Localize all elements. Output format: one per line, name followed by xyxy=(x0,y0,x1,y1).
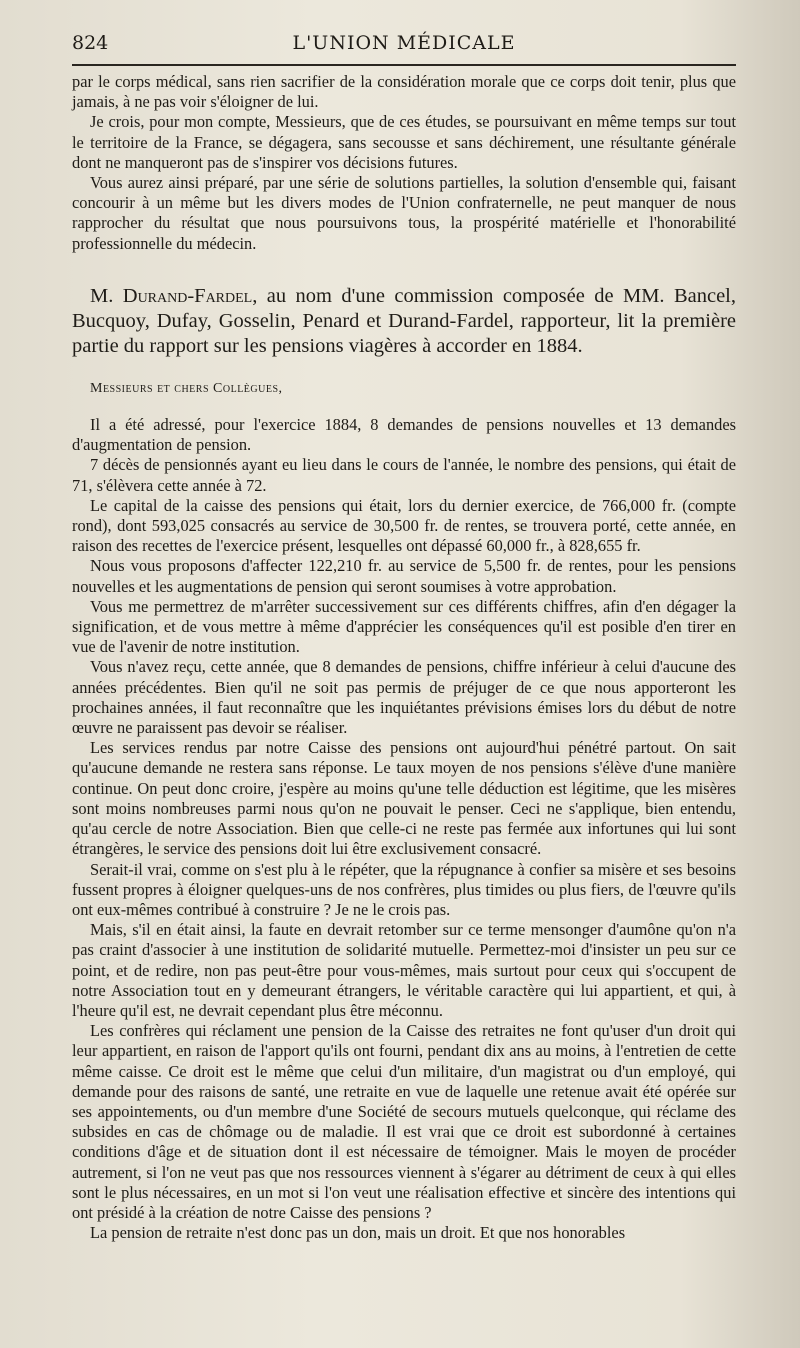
intro-paragraph: Je crois, pour mon compte, Messieurs, que de ces études, se poursuivant en même temps sur tout le territoire de la France, se dégagera, sans secousse et sans déchirement, une résultante générale dont ne manqueront pas de s'inspirer vos décisions futures. xyxy=(72,112,736,172)
body-paragraph: Les confrères qui réclament une pension de la Caisse des retraites ne font qu'user d'un droit qui leur appartient, en raison de l'apport qu'ils ont fourni, pendant dix ans au moins, à l'entretien de cette même caisse. Ce droit est le même que celui d'un militaire, d'un magistrat ou d'un employé, qui demande pour des raisons de santé, une retraite en vue de laquelle une retenue avait été opérée sur ses appointements, ou d'un membre d'une Société de secours mutuels quelconque, qui réclame des subsides en cas de chômage ou de maladie. Il est vrai que ce droit est subordonné à certaines conditions d'âge et de situation dont il est nécessaire de témoigner. Mais le moyen de procéder autrement, si l'on ne veut pas que nos ressources viennent à s'égarer au détriment de ceux à qui elles sont le plus nécessaires, en un mot si l'on veut une réalisation effective et sincère des intentions qui ont présidé à la création de notre Caisse des pensions ? xyxy=(72,1021,736,1222)
report-author: M. Durand-Fardel, xyxy=(90,284,258,307)
header-rule xyxy=(72,64,736,66)
report-heading xyxy=(72,284,736,359)
salutation: Messieurs et chers Collègues, xyxy=(90,380,283,396)
body-paragraph: Les services rendus par notre Caisse des pensions ont aujourd'hui pénétré partout. On sait qu'aucune demande ne restera sans réponse. Le taux moyen de nos pensions s'élève d'une manière continue. On peut donc croire, j'espère au moins qu'une telle déduction est légitime, que les misères sont moins nombreuses parmi nous qu'on ne pouvait le penser. Ceci ne s'applique, bien entendu, qu'au cercle de notre Association. Bien que celle-ci ne reste pas fermée aux infortunes qui lui sont étrangères, le service des pensions doit lui être exclusivement consacré. xyxy=(72,738,736,859)
page-body xyxy=(72,72,736,1243)
body-paragraph: Serait-il vrai, comme on s'est plu à le répéter, que la répugnance à confier sa misère et ses besoins fussent propres à éloigner quelques-uns de nos confrères, plus timides ou plus fiers, de l'œuvre qu'ils ont eux-mêmes contribué à construire ? Je ne le crois pas. xyxy=(72,859,736,919)
page-number: 824 xyxy=(72,32,109,54)
intro-paragraph: par le corps médical, sans rien sacrifier de la considération morale que ce corps doit tenir, plus que jamais, à ne pas voir s'éloigner de lui. xyxy=(72,72,736,112)
body-paragraph: La pension de retraite n'est donc pas un don, mais un droit. Et que nos honorables xyxy=(90,1223,626,1243)
body-paragraph: Le capital de la caisse des pensions qui était, lors du dernier exercice, de 766,000 fr. (compte rond), dont 593,025 consacrés au service de 30,500 fr. de rentes, se trouvera porté, cette année, en raison des recettes de l'exercice présent, lesquelles ont dépassé 60,000 fr., à 828,655 fr. xyxy=(72,495,736,556)
body-paragraph: 7 décès de pensionnés ayant eu lieu dans le cours de l'année, le nombre des pensions, qui était de 71, s'élèvera cette année à 72. xyxy=(72,455,736,495)
body-paragraph: Vous n'avez reçu, cette année, que 8 demandes de pensions, chiffre inférieur à celui d'aucune des années précédentes. Bien qu'il ne soit pas permis de préjuger de ce que nous apporteront les prochaines années, il faut reconnaître que les inquiétantes prévisions émises lors du début de notre œuvre ne paraissent pas devoir se réaliser. xyxy=(72,657,736,738)
body-paragraph: Vous me permettrez de m'arrêter successivement sur ces différents chiffres, afin d'en dégager la signification, et de vous mettre à même d'apprécier les conséquences qu'il est posible d'en tirer en vue de l'avenir de notre institution. xyxy=(72,596,736,657)
page-header xyxy=(72,28,736,58)
body-paragraph: Il a été adressé, pour l'exercice 1884, 8 demandes de pensions nouvelles et 13 demandes d'augmentation de pension. xyxy=(72,415,736,455)
intro-paragraph: Vous aurez ainsi préparé, par une série de solutions partielles, la solution d'ensemble qui, faisant concourir à un même but les divers modes de l'Union confraternelle, ne peut manquer de nous rapprocher du résultat que nous poursuivons tous, la prospérité matérielle et l'honorabilité professionnelle du médecin. xyxy=(72,173,736,253)
body-paragraph: Mais, s'il en était ainsi, la faute en devrait retomber sur ce terme mensonger d'aumône qu'on n'a pas craint d'associer à une institution de solidarité mutuelle. Permettez-moi d'insister un peu sur ce point, et de redire, non pas peut-être pour vous-mêmes, mais surtout pour ceux qui s'occupent de notre Association tout en y demeurant étrangers, le véritable caractère qui lui appartient, et qui, à l'heure qu'il est, ne devrait cependant plus être méconnu. xyxy=(72,920,736,1020)
running-title: L'UNION MÉDICALE xyxy=(292,32,516,54)
report-title: au nom d'une commission composée de MM. Bancel, Bucquoy, Dufay, Gosselin, Penard et Durand-Fardel, rapporteur, lit la première partie du rapport sur les pensions viagères à accorder en 1884. xyxy=(72,284,737,357)
body-paragraph: Nous vous proposons d'affecter 122,210 fr. au service de 5,500 fr. de rentes, pour les pensions nouvelles et les augmentations de pension qui seront soumises à votre approbation. xyxy=(72,556,736,596)
